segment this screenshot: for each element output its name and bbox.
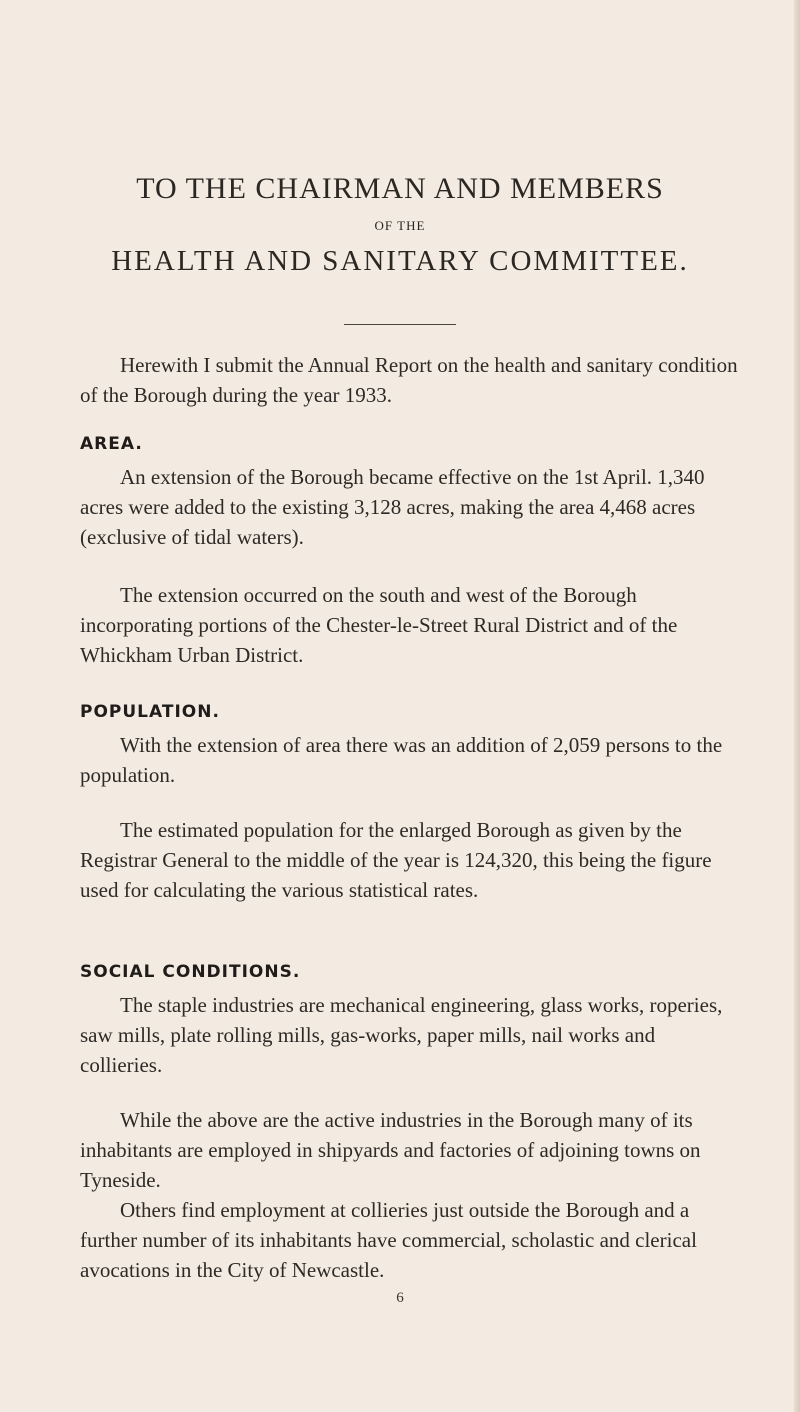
- page-edge-shadow: [794, 0, 800, 1412]
- population-paragraph-2: The estimated population for the enlarged Borough as given by the Registrar General to the middle of the year is 124,320, this being the figure used for calculating the various statistical rates.: [80, 818, 712, 902]
- title-line-1: TO THE CHAIRMAN AND MEMBERS: [136, 172, 664, 205]
- area-heading: AREA.: [80, 434, 143, 454]
- social-paragraph-1: The staple industries are mechanical engineering, glass works, roperies, saw mills, plate rolling mills, gas-works, paper mills, nail works and collieries.: [80, 993, 723, 1077]
- social-paragraph-2: While the above are the active industries in the Borough many of its inhabitants are employed in shipyards and factories of adjoining towns on Tyneside.: [80, 1108, 701, 1192]
- social-paragraph-3: Others find employment at collieries just outside the Borough and a further number of its inhabitants have commercial, scholastic and clerical avocations in the City of Newcastle.: [80, 1198, 697, 1282]
- area-paragraph-2: The extension occurred on the south and west of the Borough incorporating portions of the Chester-le-Street Rural District and of the Whickham Urban District.: [80, 583, 678, 667]
- area-paragraph-1: An extension of the Borough became effective on the 1st April. 1,340 acres were added to the existing 3,128 acres, making the area 4,468 acres (exclusive of tidal waters).: [80, 465, 705, 549]
- population-heading: POPULATION.: [80, 702, 220, 722]
- intro-paragraph: Herewith I submit the Annual Report on the health and sanitary condition of the Borough during the year 1933.: [80, 353, 738, 407]
- population-paragraph-1: With the extension of area there was an addition of 2,059 persons to the population.: [80, 733, 723, 787]
- title-line-2: HEALTH AND SANITARY COMMITTEE.: [111, 245, 689, 277]
- social-conditions-heading: SOCIAL CONDITIONS.: [80, 962, 301, 982]
- title-connector: OF THE: [374, 218, 426, 233]
- divider-rule: [344, 324, 456, 325]
- page-number: 6: [396, 1290, 404, 1306]
